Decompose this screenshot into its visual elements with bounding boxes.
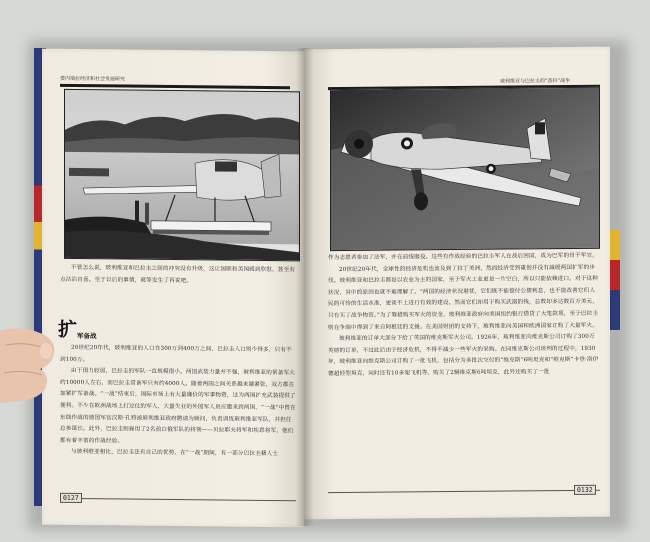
right-page [304,47,610,520]
right-paragraph-3: 玻利维亚的订单大部分下给了英国的维克斯军火公司。1926年，玻利维亚向维克斯公司订购了300万英镑的订单，不过此后由于经济危机，不得不减少一些军火的采购。在同维克斯公司谈判的过程中，1930年，玻利维亚向维克斯公司订购了一批飞机，包括分为多批次交付的“维克斯”6吨坦克和“维克斯”卡登·洛伊德超轻型坦克，同时还有10多架飞机等。购买了2辆维克斯6吨坦克，此外还购买了一批 [328,333,599,378]
left-running-head: 委内瑞拉经济和社会发展研究 [60,75,126,83]
left-page-number: 0127 [60,493,82,503]
right-running-head: 玻利维亚与巴拉圭的“查科”战争 [500,78,571,85]
warplane-photo [330,87,600,251]
left-paragraph-2: 20世纪20年代，玻利维亚的人口在300万到400万之间，巴拉圭人口则少得多，只有不到100万。 [60,344,292,363]
left-paragraph-3: 由于国力较弱，巴拉圭的军队一直规模很小。两国武装力量并不强，玻利维亚的常备军大约10000人左右，而巴拉圭常备军只有约4000人。随着两国之间关系越来越紧张，双方都在加紧扩军备战。“一战”结束后，国际市场上有大量廉价的军事物资，这为两国扩充武装提供了便利。不少在欧洲战场上打过仗的军人，大量失业的外国军人员应邀来到两国，“一战”中曾在东线作战的德国军官汉斯·孔特被玻利维亚政府聘请为顾问，负责训练玻利维亚军队，并担任总参谋长。此外，巴拉圭则雇用了2名前白俄军队的将领——贝拉耶夫将军和埃恩将军，他们都有着丰富的作战经验。 [60,368,296,445]
right-folio-rule [328,490,600,493]
section-heading [58,318,97,341]
left-folio-rule [60,498,296,501]
book-gutter [296,48,314,526]
left-body-text [60,343,296,461]
left-paragraph-4: 与玻利维亚相比，巴拉圭还有自己的优势，在“一战”期间，有一部分巴拉圭籍人士 [71,449,279,458]
right-paragraph-1: 作为志愿者参加了法军，并在前线服役。这些有作战经验的巴拉圭军人在战后回国，成为巴军的骨干军官。 [328,252,598,262]
seaplane-photo-image [65,90,299,260]
left-page [42,49,304,528]
left-paragraph-intro [60,263,296,289]
left-paragraph-1: 不管怎么说，玻利维亚和巴拉圭之间的冲突没有升级，这让国联和美国感到欣慰，甚至有点沾沾自喜。至于以后的事情，就等发生了再说吧。 [60,264,296,284]
seaplane-photo [64,89,300,261]
section-heading-initial: 扩 [58,318,78,341]
right-paragraph-2: 20世纪20年代，全球性的经济危机也波及到了拉丁美洲，然而经济受到重创并没有减缓两国扩军的步伐。玻利维亚和巴拉圭都是以农业为主的国家，至于军火工业更是一片空白，所以只能依赖进口。对于这种状况，其中的原因也就不难理解了。“两国的经济状况堪忧，它们既不能偿付公债利息，也不能改善它们人民的可怜的生活水准，更谈不上进行有效的建设。然而它们却用于购买武器的钱，总数却多达数百万美元，只有买了战争物资。”为了筹措购买军火的资金，玻利维亚政府向美国纽约银行借贷了大笔款项，至于巴拉圭则在争端中得到了来自阿根廷的支援。在美国财团的支持下，玻利维亚向美国和欧洲国家订购了大量军火。 [328,264,599,331]
hand-holding-book [0,325,60,405]
warplane-photo-image [331,88,599,250]
right-body-text [328,251,600,381]
section-heading-rest: 军备战 [77,331,97,341]
right-page-number: 0132 [574,485,596,495]
